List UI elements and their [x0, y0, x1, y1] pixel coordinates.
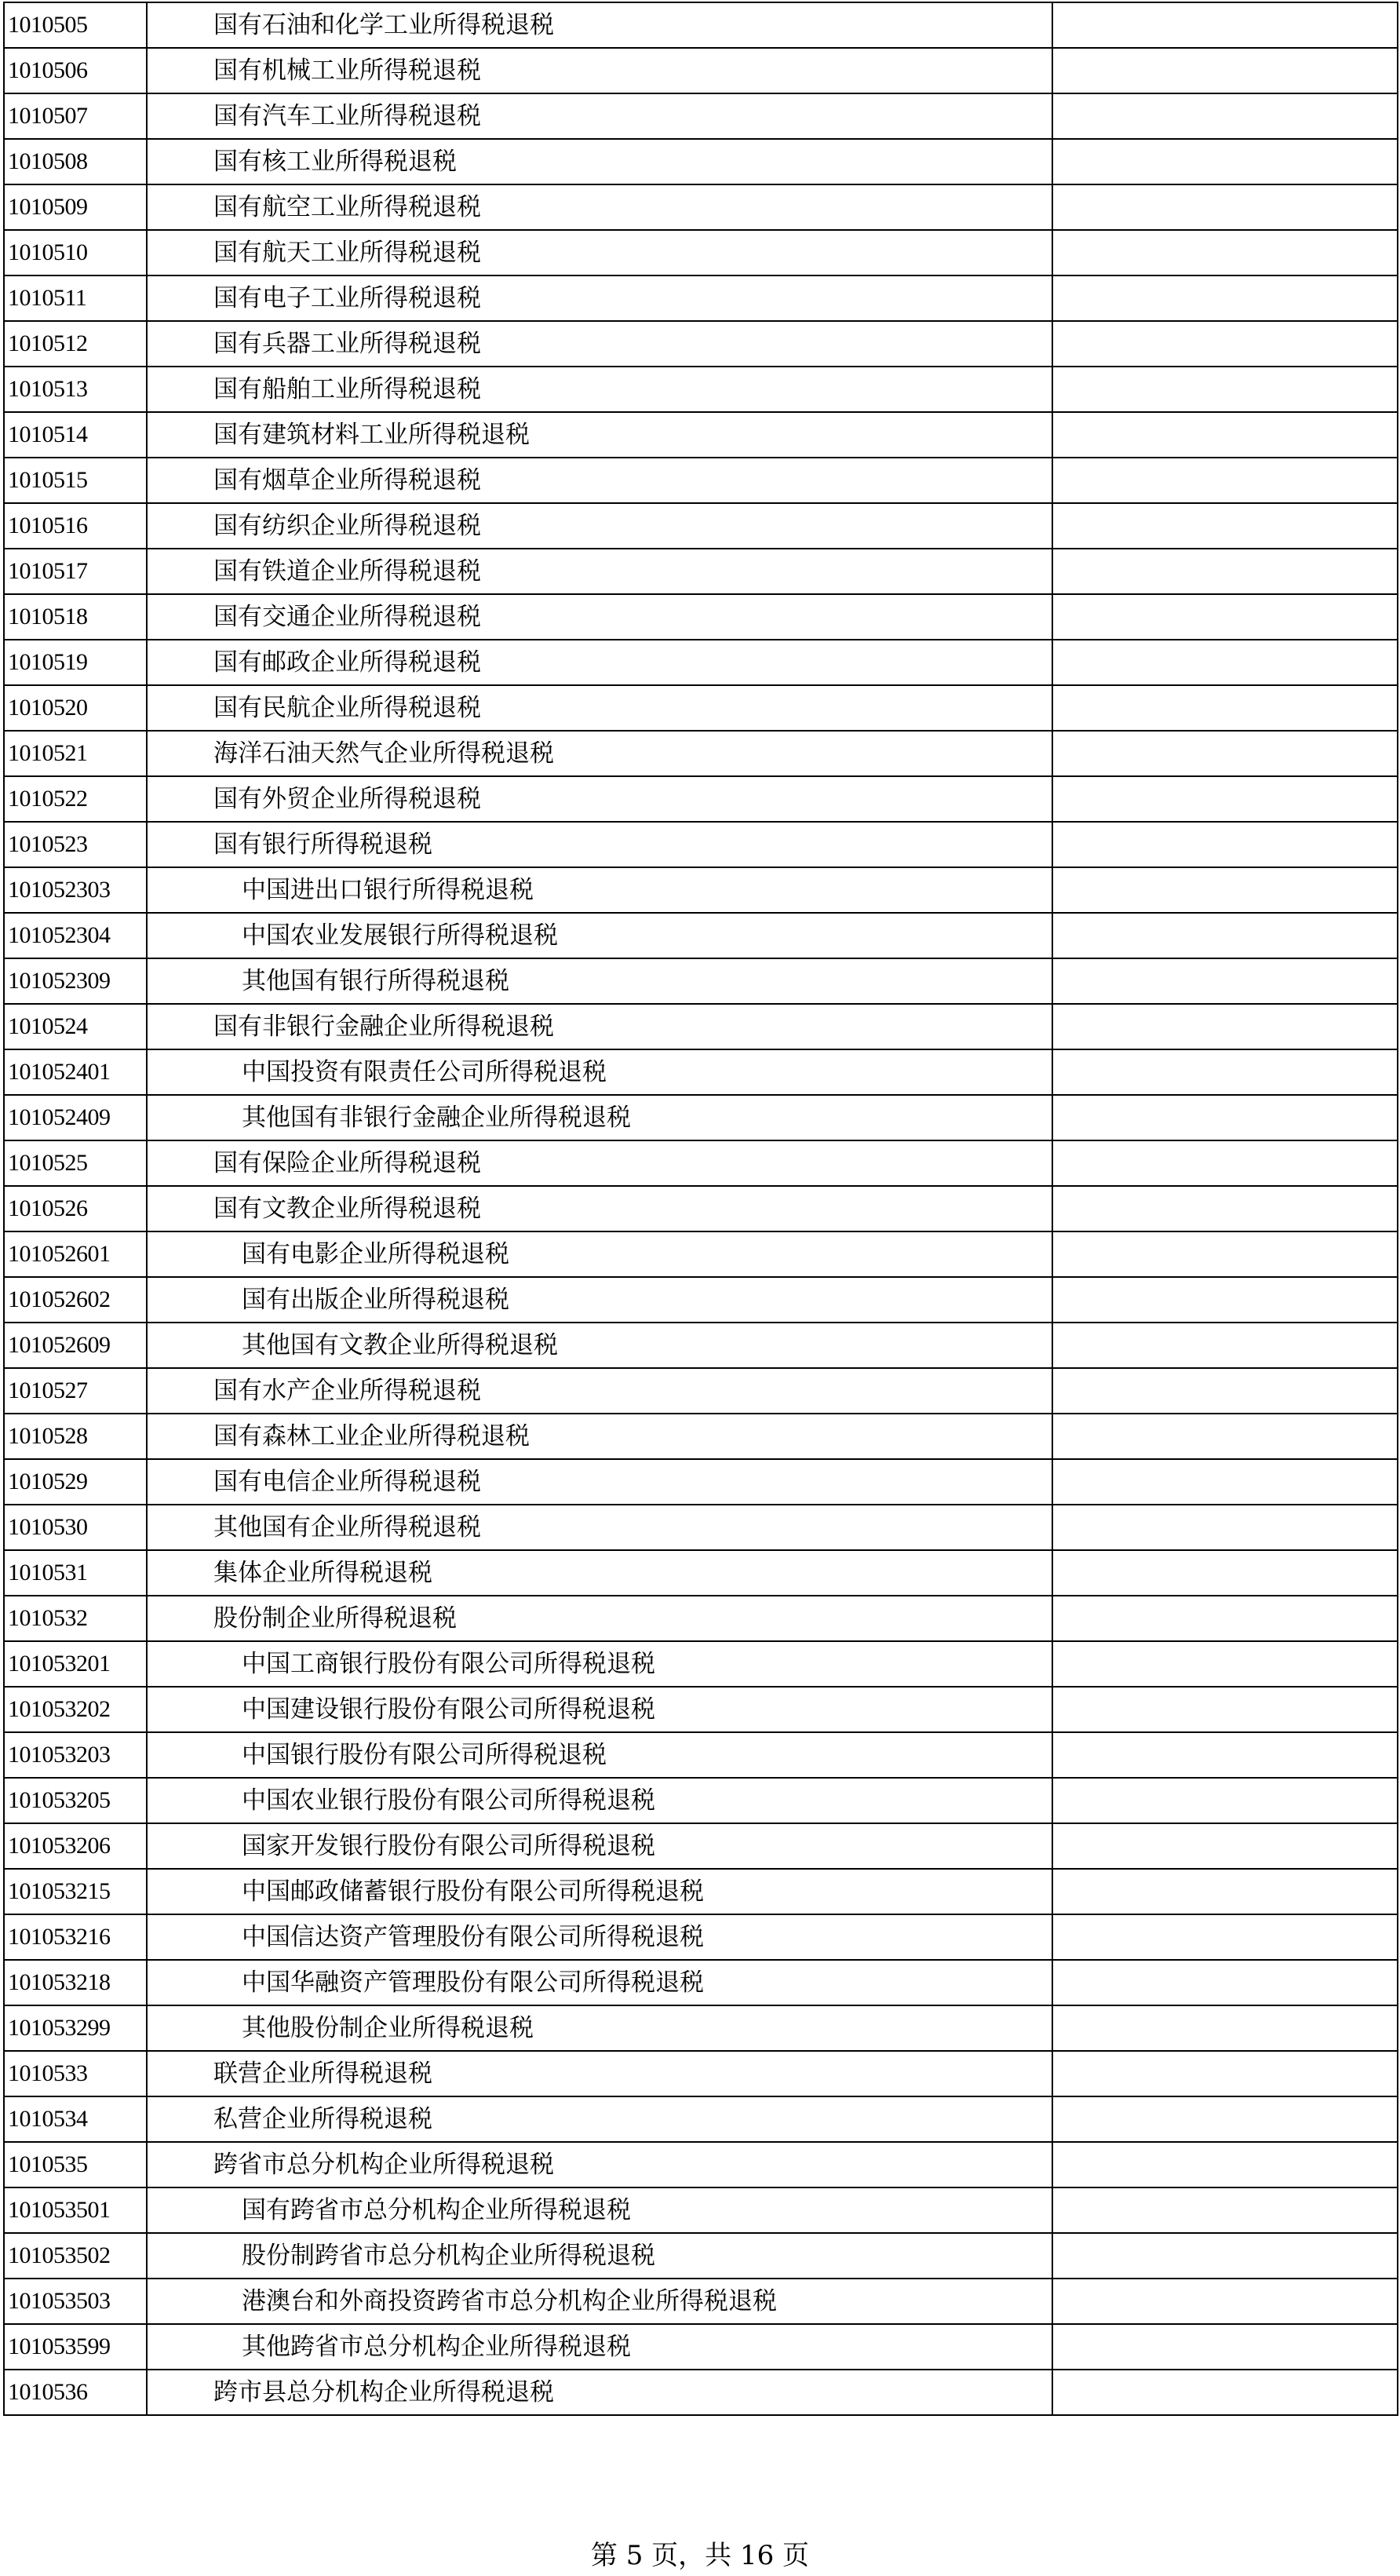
table-row	[4, 1732, 1398, 1778]
subject-name-cell: 中国投资有限责任公司所得税退税	[147, 1049, 1052, 1095]
subject-name-cell: 中国邮政储蓄银行股份有限公司所得税退税	[147, 1869, 1052, 1914]
table-row	[4, 1687, 1398, 1732]
subject-name-cell: 国有森林工业企业所得税退税	[147, 1414, 1052, 1459]
table-row	[4, 1368, 1398, 1414]
notes-cell	[1052, 2370, 1398, 2415]
subject-code-cell: 1010533	[4, 2051, 147, 2096]
subject-code-cell: 1010506	[4, 48, 147, 93]
notes-cell	[1052, 367, 1398, 412]
subject-name-cell: 国有纺织企业所得税退税	[147, 503, 1052, 549]
subject-code-cell: 1010520	[4, 685, 147, 731]
subject-name-cell: 国有航天工业所得税退税	[147, 230, 1052, 275]
table-row	[4, 1778, 1398, 1823]
subject-code-cell: 1010534	[4, 2096, 147, 2142]
notes-cell	[1052, 867, 1398, 913]
table-row	[4, 822, 1398, 867]
subject-code-cell: 101052303	[4, 867, 147, 913]
subject-name-cell: 国有出版企业所得税退税	[147, 1277, 1052, 1323]
notes-cell	[1052, 2233, 1398, 2279]
table-row	[4, 640, 1398, 685]
subject-code-cell: 1010531	[4, 1550, 147, 1596]
table-row	[4, 2324, 1398, 2370]
notes-cell	[1052, 2096, 1398, 2142]
subject-name-cell: 其他股份制企业所得税退税	[147, 2005, 1052, 2051]
notes-cell	[1052, 1231, 1398, 1277]
subject-code-cell: 101053202	[4, 1687, 147, 1732]
table-row	[4, 1550, 1398, 1596]
subject-name-cell: 股份制企业所得税退税	[147, 1596, 1052, 1641]
subject-code-cell: 1010524	[4, 1004, 147, 1049]
table-row	[4, 2142, 1398, 2187]
subject-name-cell: 跨省市总分机构企业所得税退税	[147, 2142, 1052, 2187]
notes-cell	[1052, 1914, 1398, 1960]
subject-name-cell: 中国华融资产管理股份有限公司所得税退税	[147, 1960, 1052, 2005]
table-row	[4, 1186, 1398, 1231]
table-row	[4, 503, 1398, 549]
subject-name-cell: 国有船舶工业所得税退税	[147, 367, 1052, 412]
subject-code-cell: 1010529	[4, 1459, 147, 1505]
notes-cell	[1052, 412, 1398, 458]
notes-cell	[1052, 731, 1398, 776]
subject-code-cell: 1010518	[4, 594, 147, 640]
subject-name-cell: 其他国有文教企业所得税退税	[147, 1323, 1052, 1368]
notes-cell	[1052, 1550, 1398, 1596]
table-row	[4, 1459, 1398, 1505]
table-row	[4, 1596, 1398, 1641]
table-body	[4, 2, 1398, 2415]
notes-cell	[1052, 321, 1398, 367]
table-row	[4, 275, 1398, 321]
subject-code-cell: 101053299	[4, 2005, 147, 2051]
table-row	[4, 549, 1398, 594]
notes-cell	[1052, 640, 1398, 685]
notes-cell	[1052, 1186, 1398, 1231]
subject-name-cell: 国有石油和化学工业所得税退税	[147, 2, 1052, 48]
notes-cell	[1052, 685, 1398, 731]
subject-code-cell: 1010527	[4, 1368, 147, 1414]
subject-name-cell: 海洋石油天然气企业所得税退税	[147, 731, 1052, 776]
table-row	[4, 776, 1398, 822]
table-row	[4, 367, 1398, 412]
notes-cell	[1052, 93, 1398, 139]
table-row	[4, 1414, 1398, 1459]
subject-code-cell: 101052401	[4, 1049, 147, 1095]
subject-code-cell: 1010513	[4, 367, 147, 412]
subject-name-cell: 中国银行股份有限公司所得税退税	[147, 1732, 1052, 1778]
subject-code-cell: 1010522	[4, 776, 147, 822]
notes-cell	[1052, 1505, 1398, 1550]
subject-name-cell: 其他国有非银行金融企业所得税退税	[147, 1095, 1052, 1140]
subject-name-cell: 联营企业所得税退税	[147, 2051, 1052, 2096]
subject-code-cell: 1010512	[4, 321, 147, 367]
notes-cell	[1052, 2142, 1398, 2187]
notes-cell	[1052, 1414, 1398, 1459]
table-row	[4, 685, 1398, 731]
subject-code-cell: 101053215	[4, 1869, 147, 1914]
subject-code-cell: 101052409	[4, 1095, 147, 1140]
notes-cell	[1052, 48, 1398, 93]
subject-code-cell: 101053503	[4, 2279, 147, 2324]
subject-code-cell: 1010525	[4, 1140, 147, 1186]
subject-code-cell: 1010517	[4, 549, 147, 594]
subject-name-cell: 国有核工业所得税退税	[147, 139, 1052, 184]
subject-name-cell: 股份制跨省市总分机构企业所得税退税	[147, 2233, 1052, 2279]
table-row	[4, 2233, 1398, 2279]
subject-name-cell: 国家开发银行股份有限公司所得税退税	[147, 1823, 1052, 1869]
subject-name-cell: 中国信达资产管理股份有限公司所得税退税	[147, 1914, 1052, 1960]
subject-code-cell: 1010514	[4, 412, 147, 458]
subject-code-table	[3, 2, 1398, 2416]
subject-name-cell: 国有保险企业所得税退税	[147, 1140, 1052, 1186]
subject-code-cell: 101052609	[4, 1323, 147, 1368]
subject-name-cell: 港澳台和外商投资跨省市总分机构企业所得税退税	[147, 2279, 1052, 2324]
subject-name-cell: 中国农业发展银行所得税退税	[147, 913, 1052, 958]
table-row	[4, 958, 1398, 1004]
subject-code-cell: 101052304	[4, 913, 147, 958]
subject-name-cell: 中国工商银行股份有限公司所得税退税	[147, 1641, 1052, 1687]
subject-code-cell: 1010528	[4, 1414, 147, 1459]
subject-name-cell: 私营企业所得税退税	[147, 2096, 1052, 2142]
subject-name-cell: 中国进出口银行所得税退税	[147, 867, 1052, 913]
notes-cell	[1052, 1459, 1398, 1505]
subject-code-cell: 101053203	[4, 1732, 147, 1778]
notes-cell	[1052, 458, 1398, 503]
subject-name-cell: 国有铁道企业所得税退税	[147, 549, 1052, 594]
table-row	[4, 1823, 1398, 1869]
subject-name-cell: 国有非银行金融企业所得税退税	[147, 1004, 1052, 1049]
subject-code-cell: 101053205	[4, 1778, 147, 1823]
subject-name-cell: 集体企业所得税退税	[147, 1550, 1052, 1596]
notes-cell	[1052, 184, 1398, 230]
notes-cell	[1052, 1323, 1398, 1368]
table-row	[4, 1505, 1398, 1550]
notes-cell	[1052, 230, 1398, 275]
notes-cell	[1052, 139, 1398, 184]
subject-code-cell: 101053502	[4, 2233, 147, 2279]
notes-cell	[1052, 822, 1398, 867]
notes-cell	[1052, 1960, 1398, 2005]
subject-code-cell: 1010521	[4, 731, 147, 776]
table-row	[4, 139, 1398, 184]
subject-code-cell: 1010516	[4, 503, 147, 549]
subject-name-cell: 国有交通企业所得税退税	[147, 594, 1052, 640]
notes-cell	[1052, 1732, 1398, 1778]
table-row	[4, 230, 1398, 275]
subject-code-cell: 101052309	[4, 958, 147, 1004]
subject-name-cell: 中国农业银行股份有限公司所得税退税	[147, 1778, 1052, 1823]
subject-code-cell: 101052602	[4, 1277, 147, 1323]
subject-name-cell: 其他跨省市总分机构企业所得税退税	[147, 2324, 1052, 2370]
notes-cell	[1052, 1641, 1398, 1687]
table-row	[4, 2187, 1398, 2233]
subject-code-cell: 101053218	[4, 1960, 147, 2005]
subject-name-cell: 国有文教企业所得税退税	[147, 1186, 1052, 1231]
notes-cell	[1052, 549, 1398, 594]
table-row	[4, 1960, 1398, 2005]
table-row	[4, 1231, 1398, 1277]
notes-cell	[1052, 913, 1398, 958]
notes-cell	[1052, 958, 1398, 1004]
subject-name-cell: 国有电影企业所得税退税	[147, 1231, 1052, 1277]
subject-name-cell: 国有建筑材料工业所得税退税	[147, 412, 1052, 458]
notes-cell	[1052, 275, 1398, 321]
notes-cell	[1052, 1095, 1398, 1140]
subject-name-cell: 国有机械工业所得税退税	[147, 48, 1052, 93]
notes-cell	[1052, 2, 1398, 48]
page-number: 第 5 页，共 16 页	[590, 2540, 810, 2571]
subject-code-cell: 1010508	[4, 139, 147, 184]
table-row	[4, 2096, 1398, 2142]
subject-code-cell: 1010510	[4, 230, 147, 275]
table-row	[4, 1914, 1398, 1960]
subject-name-cell: 国有烟草企业所得税退税	[147, 458, 1052, 503]
table-row	[4, 1869, 1398, 1914]
subject-code-cell: 1010536	[4, 2370, 147, 2415]
notes-cell	[1052, 2279, 1398, 2324]
subject-name-cell: 其他国有银行所得税退税	[147, 958, 1052, 1004]
table-row	[4, 93, 1398, 139]
subject-code-cell: 1010511	[4, 275, 147, 321]
subject-code-cell: 1010505	[4, 2, 147, 48]
table-row	[4, 412, 1398, 458]
notes-cell	[1052, 1823, 1398, 1869]
subject-code-cell: 101053201	[4, 1641, 147, 1687]
table-row	[4, 2005, 1398, 2051]
notes-cell	[1052, 1596, 1398, 1641]
table-row	[4, 867, 1398, 913]
table-row	[4, 1095, 1398, 1140]
table-row	[4, 1049, 1398, 1095]
subject-code-cell: 1010532	[4, 1596, 147, 1641]
subject-name-cell: 国有航空工业所得税退税	[147, 184, 1052, 230]
subject-code-cell: 101053599	[4, 2324, 147, 2370]
table-row	[4, 1641, 1398, 1687]
subject-code-cell: 1010507	[4, 93, 147, 139]
notes-cell	[1052, 776, 1398, 822]
subject-name-cell: 国有民航企业所得税退税	[147, 685, 1052, 731]
table-row	[4, 1277, 1398, 1323]
table-row	[4, 2051, 1398, 2096]
subject-name-cell: 国有跨省市总分机构企业所得税退税	[147, 2187, 1052, 2233]
subject-name-cell: 其他国有企业所得税退税	[147, 1505, 1052, 1550]
subject-code-cell: 1010535	[4, 2142, 147, 2187]
table-row	[4, 2, 1398, 48]
notes-cell	[1052, 1140, 1398, 1186]
subject-name-cell: 中国建设银行股份有限公司所得税退税	[147, 1687, 1052, 1732]
subject-code-cell: 1010509	[4, 184, 147, 230]
table-row	[4, 1140, 1398, 1186]
subject-code-cell: 101052601	[4, 1231, 147, 1277]
subject-code-cell: 1010515	[4, 458, 147, 503]
subject-code-cell: 1010519	[4, 640, 147, 685]
table-row	[4, 1323, 1398, 1368]
table-row	[4, 913, 1398, 958]
subject-name-cell: 国有邮政企业所得税退税	[147, 640, 1052, 685]
notes-cell	[1052, 1277, 1398, 1323]
subject-code-cell: 101053216	[4, 1914, 147, 1960]
table-row	[4, 594, 1398, 640]
subject-code-cell: 1010530	[4, 1505, 147, 1550]
subject-name-cell: 国有银行所得税退税	[147, 822, 1052, 867]
notes-cell	[1052, 1368, 1398, 1414]
table-row	[4, 321, 1398, 367]
subject-name-cell: 国有电子工业所得税退税	[147, 275, 1052, 321]
table-row	[4, 48, 1398, 93]
table-row	[4, 1004, 1398, 1049]
notes-cell	[1052, 1049, 1398, 1095]
notes-cell	[1052, 2324, 1398, 2370]
table-row	[4, 458, 1398, 503]
notes-cell	[1052, 1778, 1398, 1823]
subject-name-cell: 国有水产企业所得税退税	[147, 1368, 1052, 1414]
notes-cell	[1052, 594, 1398, 640]
subject-name-cell: 国有汽车工业所得税退税	[147, 93, 1052, 139]
notes-cell	[1052, 2187, 1398, 2233]
notes-cell	[1052, 503, 1398, 549]
table-row	[4, 2279, 1398, 2324]
subject-name-cell: 国有外贸企业所得税退税	[147, 776, 1052, 822]
table-row	[4, 184, 1398, 230]
subject-code-cell: 1010526	[4, 1186, 147, 1231]
table-row	[4, 731, 1398, 776]
notes-cell	[1052, 1687, 1398, 1732]
subject-code-cell: 1010523	[4, 822, 147, 867]
table-row	[4, 2370, 1398, 2415]
notes-cell	[1052, 1004, 1398, 1049]
notes-cell	[1052, 2051, 1398, 2096]
subject-name-cell: 跨市县总分机构企业所得税退税	[147, 2370, 1052, 2415]
subject-name-cell: 国有兵器工业所得税退税	[147, 321, 1052, 367]
notes-cell	[1052, 1869, 1398, 1914]
subject-code-cell: 101053501	[4, 2187, 147, 2233]
subject-code-cell: 101053206	[4, 1823, 147, 1869]
subject-name-cell: 国有电信企业所得税退税	[147, 1459, 1052, 1505]
notes-cell	[1052, 2005, 1398, 2051]
